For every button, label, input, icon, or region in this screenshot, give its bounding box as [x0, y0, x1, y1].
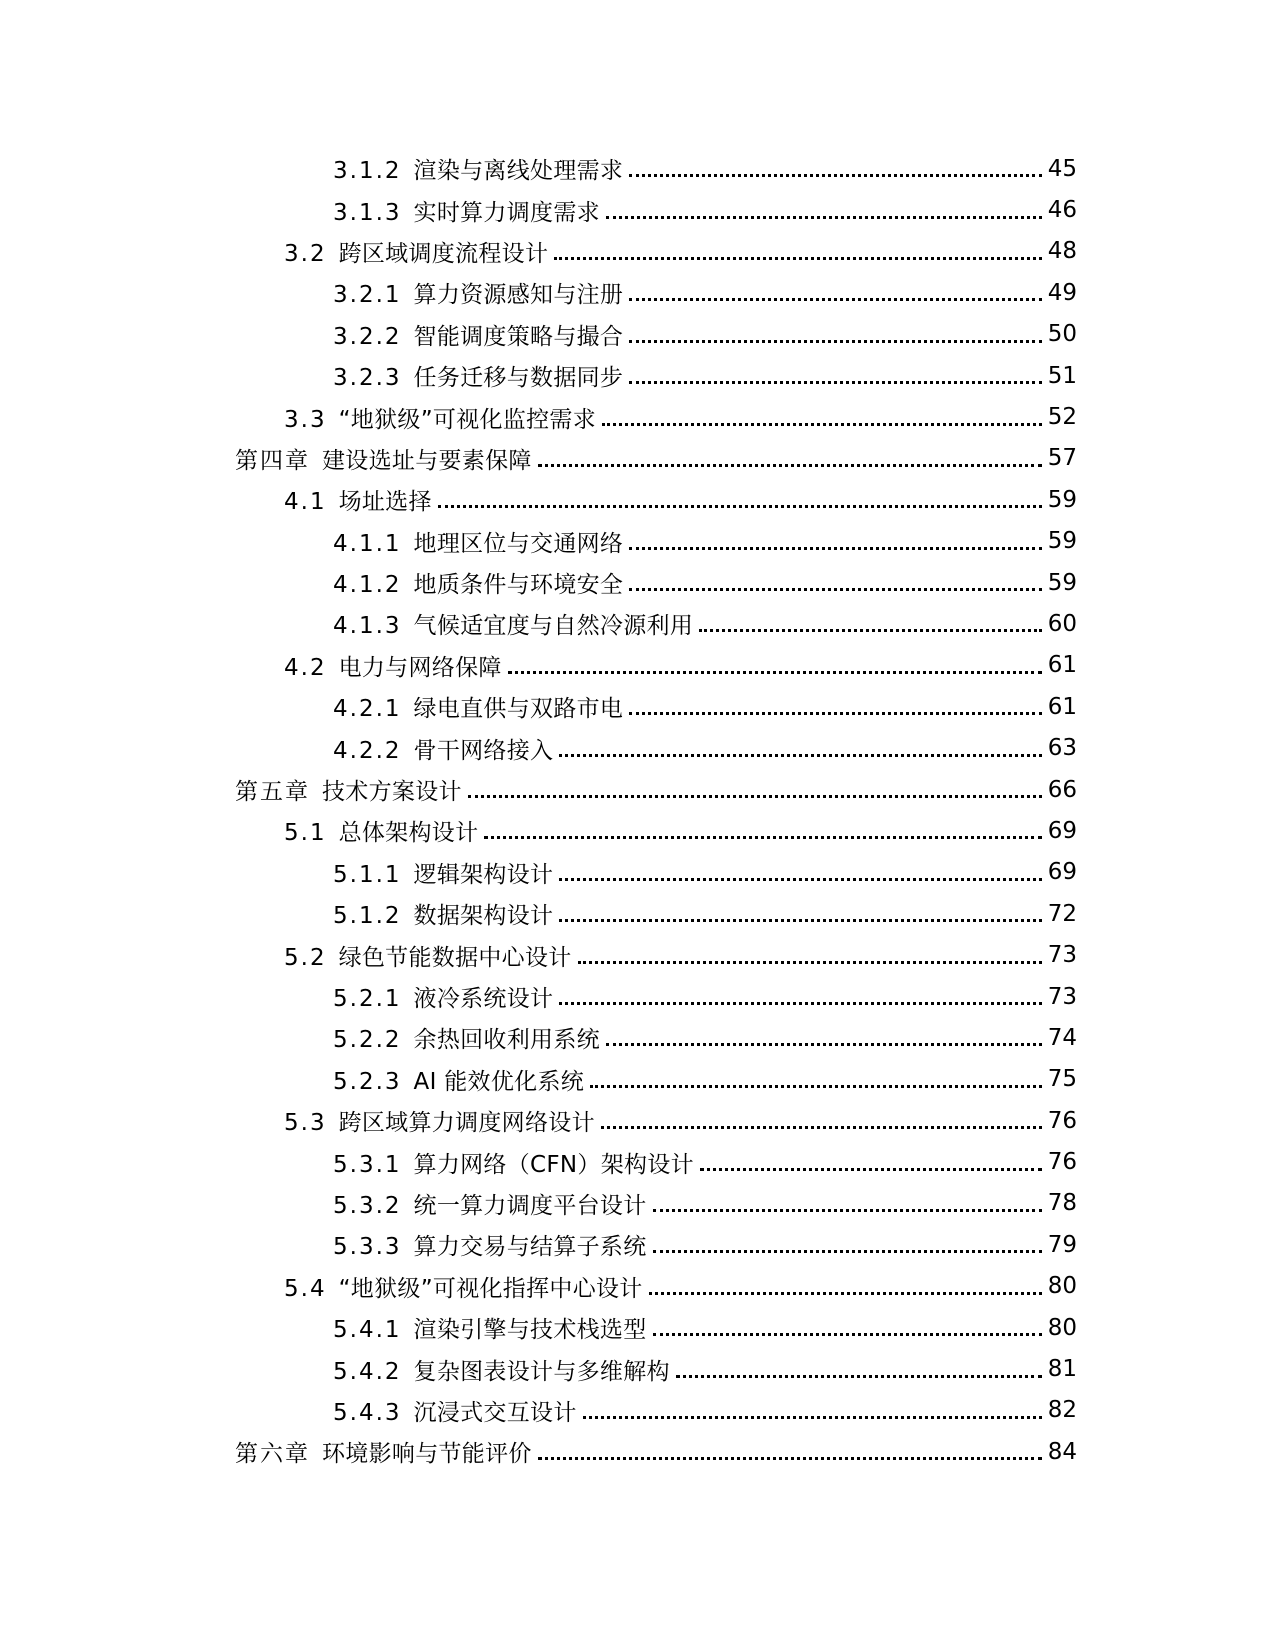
dot-leader: [538, 1457, 1042, 1460]
toc-page-number: 76: [1047, 1149, 1077, 1176]
toc-entry-text: 总体架构设计: [338, 820, 479, 847]
toc-entry-title: [333, 607, 693, 640]
toc-entry-text: 算力资源感知与注册: [413, 282, 624, 309]
toc-entry-text: 绿色节能数据中心设计: [338, 944, 572, 971]
toc-entry-number: 4.1: [284, 489, 327, 516]
toc-entry-title: [333, 1146, 694, 1179]
dot-leader: [606, 1043, 1042, 1046]
toc-entry-text: “地狱级”可视化指挥中心设计: [338, 1275, 643, 1302]
toc-page-number: 79: [1047, 1231, 1077, 1258]
toc-entry-text: 液冷系统设计: [413, 986, 554, 1012]
toc-entry[interactable]: [0, 231, 1275, 272]
toc-entry[interactable]: [0, 355, 1275, 396]
toc-entry-number: 第四章: [235, 447, 310, 474]
toc-entry[interactable]: [0, 148, 1275, 189]
toc-entry-number: 第五章: [235, 779, 310, 806]
toc-entry[interactable]: [0, 1100, 1275, 1141]
toc-chapter-entry[interactable]: [0, 1431, 1275, 1472]
toc-entry-text: 统一算力调度平台设计: [413, 1192, 647, 1219]
toc-entry-title: [284, 1270, 643, 1303]
dot-leader: [590, 1085, 1042, 1088]
toc-entry-text: 地质条件与环境安全: [413, 572, 624, 599]
toc-entry-text: 智能调度策略与撮合: [413, 323, 624, 350]
toc-entry-number: 5.2: [284, 944, 327, 971]
toc-page-number: 61: [1047, 693, 1077, 720]
toc-entry[interactable]: [0, 1059, 1275, 1100]
toc-entry-number: 3.1.2: [333, 158, 402, 185]
toc-entry-title: [333, 1311, 647, 1344]
toc-entry[interactable]: [0, 810, 1275, 851]
toc-entry-title: [333, 1228, 647, 1261]
toc-entry-text: 渲染与离线处理需求: [413, 158, 624, 185]
toc-entry-text: 环境影响与节能评价: [322, 1441, 532, 1468]
toc-entry-title: [333, 690, 623, 723]
toc-entry-text: 跨区域算力调度网络设计: [338, 1110, 595, 1137]
toc-entry-text: “地狱级”可视化监控需求: [338, 406, 597, 433]
toc-entry-text: 算力网络（CFN）架构设计: [413, 1151, 694, 1178]
toc-page-number: 82: [1047, 1397, 1077, 1424]
toc-entry-text: 实时算力调度需求: [413, 199, 600, 226]
toc-entry[interactable]: [0, 852, 1275, 893]
toc-page-number: 80: [1047, 1314, 1077, 1341]
toc-entry-number: 第六章: [235, 1441, 310, 1468]
dot-leader: [629, 298, 1041, 301]
toc-entry[interactable]: [0, 893, 1275, 934]
toc-entry-number: 5.4.2: [333, 1358, 402, 1385]
toc-entry-number: 5.3: [284, 1110, 327, 1137]
toc-entry-number: 3.2.3: [333, 365, 402, 392]
toc-page-number: 78: [1047, 1190, 1077, 1217]
toc-chapter-entry[interactable]: [0, 438, 1275, 479]
toc-entry-title: [284, 401, 596, 434]
toc-entry-text: 骨干网络接入: [413, 737, 554, 764]
toc-entry-text: 电力与网络保障: [338, 654, 502, 681]
toc-entry-number: 5.3.1: [333, 1151, 402, 1178]
toc-entry-number: 3.2.1: [333, 282, 402, 309]
toc-entry-title: [333, 1063, 584, 1096]
dot-leader: [700, 1168, 1042, 1171]
toc-entry-text: 场址选择: [338, 489, 432, 516]
dot-leader: [629, 340, 1041, 343]
toc-page-number: 84: [1047, 1438, 1077, 1465]
toc-page-number: 72: [1047, 900, 1077, 927]
toc-entry-number: 5.1.1: [333, 861, 402, 888]
toc-entry-text: 地理区位与交通网络: [413, 530, 624, 557]
toc-entry-number: 3.1.3: [333, 199, 402, 226]
toc-entry[interactable]: [0, 934, 1275, 975]
dot-leader: [629, 381, 1041, 384]
toc-entry-text: 沉浸式交互设计: [413, 1399, 577, 1426]
toc-entry[interactable]: [0, 272, 1275, 313]
toc-entry-title: [333, 359, 623, 392]
dot-leader: [629, 588, 1041, 591]
toc-entry-number: 5.3.3: [333, 1234, 402, 1261]
toc-entry-title: [333, 1394, 577, 1427]
toc-entry-number: 5.1.2: [333, 903, 402, 930]
toc-entry-number: 4.2.2: [333, 737, 402, 764]
toc-page-number: 69: [1047, 817, 1077, 844]
toc-entry-title: [235, 1435, 532, 1468]
toc-page-number: 49: [1047, 279, 1077, 306]
toc-page-number: 73: [1047, 942, 1077, 969]
toc-entry-title: [284, 814, 478, 847]
toc-entry-title: [333, 525, 623, 558]
toc-entry-text: 渲染引擎与技术栈选型: [413, 1317, 647, 1344]
toc-entry-title: [284, 939, 572, 972]
toc-page-number: 45: [1047, 155, 1077, 182]
toc-entry-title: [284, 649, 502, 682]
dot-leader: [559, 754, 1041, 757]
toc-page-number: 52: [1047, 404, 1077, 431]
toc-entry[interactable]: [0, 521, 1275, 562]
toc-entry-number: 5.4.1: [333, 1317, 402, 1344]
toc-entry[interactable]: [0, 479, 1275, 520]
dot-leader: [583, 1416, 1042, 1419]
toc-entry[interactable]: [0, 189, 1275, 230]
dot-leader: [629, 174, 1041, 177]
dot-leader: [438, 505, 1042, 508]
dot-leader: [653, 1333, 1042, 1336]
toc-entry-number: 5.4: [284, 1275, 327, 1302]
toc-entry[interactable]: [0, 1224, 1275, 1265]
toc-page-number: 61: [1047, 652, 1077, 679]
toc-entry-title: [235, 442, 532, 475]
toc-entry-title: [333, 276, 623, 309]
toc-entry-text: 复杂图表设计与多维解构: [413, 1358, 670, 1385]
table-of-contents: [0, 148, 1275, 1473]
toc-entry[interactable]: [0, 1266, 1275, 1307]
toc-entry-text: 任务迁移与数据同步: [413, 365, 624, 392]
toc-entry[interactable]: [0, 1390, 1275, 1431]
toc-entry[interactable]: [0, 686, 1275, 727]
toc-entry-title: [333, 856, 553, 889]
toc-entry[interactable]: [0, 396, 1275, 437]
toc-page-number: 80: [1047, 1273, 1077, 1300]
toc-entry-title: [333, 194, 600, 227]
dot-leader: [699, 629, 1042, 632]
toc-entry[interactable]: [0, 562, 1275, 603]
toc-entry-text: 数据架构设计: [413, 903, 554, 930]
dot-leader: [653, 1209, 1042, 1212]
toc-entry-title: [284, 1104, 595, 1137]
toc-entry-number: 5.2.1: [333, 986, 402, 1012]
toc-page-number: 46: [1047, 197, 1077, 224]
toc-page-number: 59: [1047, 528, 1077, 555]
toc-entry-title: [333, 1353, 670, 1386]
toc-entry-text: 算力交易与结算子系统: [413, 1234, 647, 1261]
toc-entry[interactable]: [0, 976, 1275, 1017]
toc-entry[interactable]: [0, 645, 1275, 686]
toc-entry[interactable]: [0, 1141, 1275, 1182]
toc-page-number: 66: [1047, 776, 1077, 803]
toc-page-number: 81: [1047, 1356, 1077, 1383]
toc-page-number: 59: [1047, 486, 1077, 513]
toc-page-number: 59: [1047, 569, 1077, 596]
toc-entry-text: AI 能效优化系统: [413, 1068, 585, 1095]
toc-entry-title: [333, 152, 623, 185]
toc-entry-text: 气候适宜度与自然冷源利用: [413, 613, 694, 640]
dot-leader: [559, 919, 1041, 922]
toc-entry-text: 跨区域调度流程设计: [338, 240, 549, 267]
dot-leader: [629, 547, 1041, 550]
toc-entry-title: [333, 1021, 600, 1054]
dot-leader: [649, 1292, 1042, 1295]
toc-page-number: 69: [1047, 859, 1077, 886]
dot-leader: [468, 795, 1042, 798]
toc-entry-text: 绿电直供与双路市电: [413, 696, 624, 723]
toc-entry-number: 5.2.3: [333, 1068, 402, 1095]
toc-entry-title: [235, 773, 462, 806]
toc-entry-text: 逻辑架构设计: [413, 861, 554, 888]
toc-entry-number: 3.2.2: [333, 323, 402, 350]
toc-entry-text: 余热回收利用系统: [413, 1027, 600, 1054]
toc-entry[interactable]: [0, 603, 1275, 644]
toc-page-number: 75: [1047, 1066, 1077, 1093]
toc-page-number: 51: [1047, 362, 1077, 389]
toc-entry[interactable]: [0, 727, 1275, 768]
toc-entry-number: 5.1: [284, 820, 327, 847]
toc-entry[interactable]: [0, 1183, 1275, 1224]
dot-leader: [676, 1375, 1042, 1378]
toc-entry-title: [333, 1187, 647, 1220]
toc-page-number: 48: [1047, 238, 1077, 265]
toc-chapter-entry[interactable]: [0, 769, 1275, 810]
toc-entry[interactable]: [0, 314, 1275, 355]
toc-entry-number: 5.4.3: [333, 1399, 402, 1426]
toc-entry[interactable]: [0, 1348, 1275, 1389]
dot-leader: [602, 423, 1042, 426]
toc-entry[interactable]: [0, 1017, 1275, 1058]
toc-entry-title: [333, 897, 553, 930]
toc-entry[interactable]: [0, 1307, 1275, 1348]
toc-page-number: 57: [1047, 445, 1077, 472]
toc-page-number: 74: [1047, 1024, 1077, 1051]
toc-page-number: 63: [1047, 735, 1077, 762]
toc-page-number: 76: [1047, 1107, 1077, 1134]
toc-entry-number: 5.2.2: [333, 1027, 402, 1054]
toc-entry-title: [333, 318, 623, 351]
toc-entry-number: 5.3.2: [333, 1192, 402, 1219]
dot-leader: [559, 1002, 1041, 1005]
dot-leader: [554, 257, 1041, 260]
dot-leader: [484, 836, 1041, 839]
dot-leader: [653, 1250, 1042, 1253]
dot-leader: [559, 878, 1041, 881]
dot-leader: [578, 961, 1042, 964]
toc-entry-text: 建设选址与要素保障: [322, 447, 532, 474]
toc-entry-title: [333, 566, 623, 599]
toc-entry-number: 4.1.3: [333, 613, 402, 640]
toc-entry-number: 3.2: [284, 240, 327, 267]
toc-entry-title: [284, 235, 548, 268]
dot-leader: [606, 216, 1042, 219]
toc-entry-text: 技术方案设计: [322, 779, 462, 806]
toc-entry-title: [284, 483, 432, 516]
toc-entry-title: [333, 732, 553, 765]
dot-leader: [538, 464, 1042, 467]
toc-page-number: 73: [1047, 983, 1077, 1010]
dot-leader: [508, 671, 1042, 674]
toc-entry-number: 4.2: [284, 654, 327, 681]
toc-page-number: 50: [1047, 321, 1077, 348]
toc-entry-title: [333, 980, 553, 1013]
toc-entry-number: 4.1.2: [333, 572, 402, 599]
dot-leader: [601, 1126, 1042, 1129]
toc-entry-number: 4.2.1: [333, 696, 402, 723]
dot-leader: [629, 712, 1041, 715]
toc-entry-number: 4.1.1: [333, 530, 402, 557]
toc-page-number: 60: [1047, 610, 1077, 637]
toc-entry-number: 3.3: [284, 406, 327, 433]
